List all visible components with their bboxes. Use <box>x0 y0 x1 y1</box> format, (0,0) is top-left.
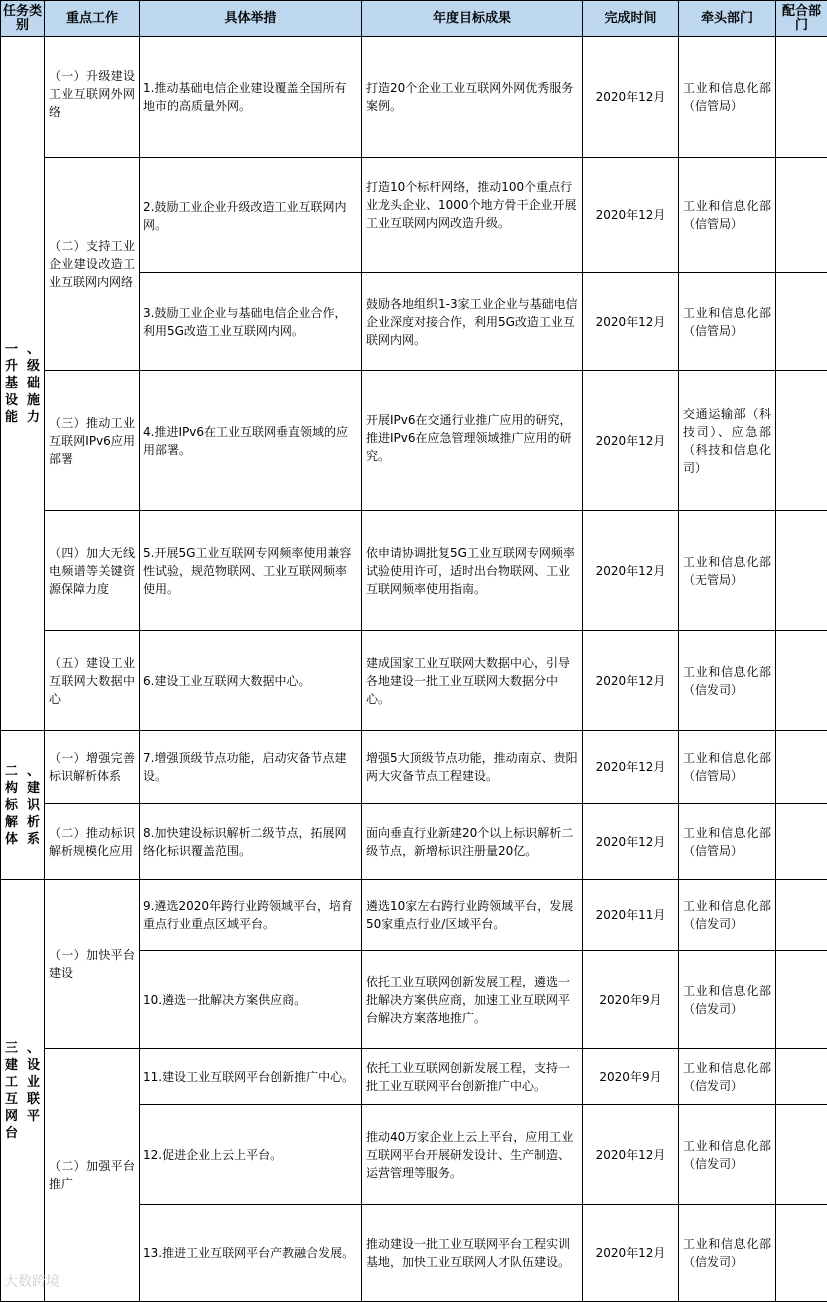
time-cell: 2020年9月 <box>583 951 679 1049</box>
assist-dept-cell <box>776 158 827 273</box>
key-work-cell: （一）加快平台建设 <box>45 880 140 1049</box>
time-cell: 2020年12月 <box>583 1205 679 1302</box>
category-cell: 一、升级基础设施能力 <box>1 37 45 731</box>
measure-cell: 11.建设工业互联网平台创新推广中心。 <box>140 1049 362 1105</box>
measure-cell: 10.遴选一批解决方案供应商。 <box>140 951 362 1049</box>
time-cell: 2020年12月 <box>583 631 679 731</box>
time-cell: 2020年11月 <box>583 880 679 951</box>
header-key-work: 重点工作 <box>45 1 140 37</box>
goal-cell: 依申请协调批复5G工业互联网专网频率试验使用许可，适时出台物联网、工业互联网频率使用指南。 <box>362 511 583 631</box>
goal-cell: 打造10个标杆网络，推动100个重点行业龙头企业、1000个地方骨干企业开展工业互联网内网改造升级。 <box>362 158 583 273</box>
lead-dept-cell: 工业和信息化部（信发司） <box>679 951 776 1049</box>
table-row <box>1 880 827 951</box>
key-work-cell: （一）增强完善标识解析体系 <box>45 731 140 804</box>
key-work-cell: （四）加大无线电频谱等关键资源保障力度 <box>45 511 140 631</box>
lead-dept-cell: 交通运输部（科技司）、应急部（科技和信息化司） <box>679 371 776 511</box>
goal-cell: 鼓励各地组织1-3家工业企业与基础电信企业深度对接合作，利用5G改造工业互联网内网。 <box>362 273 583 371</box>
measure-cell: 2.鼓励工业企业升级改造工业互联网内网。 <box>140 158 362 273</box>
goal-cell: 增强5大顶级节点功能，推动南京、贵阳两大灾备节点工程建设。 <box>362 731 583 804</box>
table-row <box>1 37 827 158</box>
time-cell: 2020年12月 <box>583 273 679 371</box>
lead-dept-cell: 工业和信息化部（信管局） <box>679 804 776 880</box>
time-cell: 2020年9月 <box>583 1049 679 1105</box>
lead-dept-cell: 工业和信息化部（信发司） <box>679 631 776 731</box>
key-work-cell: （二）加强平台推广 <box>45 1049 140 1302</box>
goal-cell: 遴选10家左右跨行业跨领域平台，发展50家重点行业/区域平台。 <box>362 880 583 951</box>
lead-dept-cell: 工业和信息化部（信发司） <box>679 1049 776 1105</box>
measure-cell: 1.推动基础电信企业建设覆盖全国所有地市的高质量外网。 <box>140 37 362 158</box>
table-row <box>1 731 827 804</box>
table-row <box>1 371 827 511</box>
assist-dept-cell <box>776 804 827 880</box>
key-work-cell: （二）支持工业企业建设改造工业互联网内网络 <box>45 158 140 371</box>
header-assist-department: 配合部门 <box>776 1 827 37</box>
measure-cell: 6.建设工业互联网大数据中心。 <box>140 631 362 731</box>
goal-cell: 依托工业互联网创新发展工程，遴选一批解决方案供应商，加速工业互联网平台解决方案落地推广。 <box>362 951 583 1049</box>
assist-dept-cell <box>776 880 827 951</box>
goal-cell: 开展IPv6在交通行业推广应用的研究，推进IPv6在应急管理领域推广应用的研究。 <box>362 371 583 511</box>
time-cell: 2020年12月 <box>583 1105 679 1205</box>
assist-dept-cell <box>776 1205 827 1302</box>
measure-cell: 12.促进企业上云上平台。 <box>140 1105 362 1205</box>
lead-dept-cell: 工业和信息化部（信发司） <box>679 880 776 951</box>
header-measures: 具体举措 <box>140 1 362 37</box>
goal-cell: 推动40万家企业上云上平台，应用工业互联网平台开展研发设计、生产制造、运营管理等服务。 <box>362 1105 583 1205</box>
measure-cell: 8.加快建设标识解析二级节点，拓展网络化标识覆盖范围。 <box>140 804 362 880</box>
time-cell: 2020年12月 <box>583 804 679 880</box>
time-cell: 2020年12月 <box>583 158 679 273</box>
goal-cell: 推动建设一批工业互联网平台工程实训基地，加快工业互联网人才队伍建设。 <box>362 1205 583 1302</box>
header-row <box>1 1 827 37</box>
assist-dept-cell <box>776 273 827 371</box>
lead-dept-cell: 工业和信息化部（信管局） <box>679 731 776 804</box>
measure-cell: 13.推进工业互联网平台产教融合发展。 <box>140 1205 362 1302</box>
category-cell: 三、建设工业互联网平台 <box>1 880 45 1302</box>
lead-dept-cell: 工业和信息化部（信发司） <box>679 1105 776 1205</box>
goal-cell: 面向垂直行业新建20个以上标识解析二级节点，新增标识注册量20亿。 <box>362 804 583 880</box>
key-work-cell: （五）建设工业互联网大数据中心 <box>45 631 140 731</box>
lead-dept-cell: 工业和信息化部（信管局） <box>679 37 776 158</box>
header-category: 任务类别 <box>1 1 45 37</box>
measure-cell: 9.遴选2020年跨行业跨领域平台，培育重点行业重点区域平台。 <box>140 880 362 951</box>
key-work-cell: （一）升级建设工业互联网外网络 <box>45 37 140 158</box>
measure-cell: 5.开展5G工业互联网专网频率使用兼容性试验，规范物联网、工业互联网频率使用。 <box>140 511 362 631</box>
assist-dept-cell <box>776 37 827 158</box>
goal-cell: 依托工业互联网创新发展工程，支持一批工业互联网平台创新推广中心。 <box>362 1049 583 1105</box>
assist-dept-cell <box>776 731 827 804</box>
table-row <box>1 158 827 273</box>
key-work-cell: （二）推动标识解析规模化应用 <box>45 804 140 880</box>
header-annual-goal: 年度目标成果 <box>362 1 583 37</box>
table-row <box>1 631 827 731</box>
time-cell: 2020年12月 <box>583 371 679 511</box>
table-row <box>1 804 827 880</box>
assist-dept-cell <box>776 511 827 631</box>
table-row <box>1 1049 827 1105</box>
measure-cell: 7.增强顶级节点功能，启动灾备节点建设。 <box>140 731 362 804</box>
header-completion-time: 完成时间 <box>583 1 679 37</box>
time-cell: 2020年12月 <box>583 37 679 158</box>
time-cell: 2020年12月 <box>583 731 679 804</box>
goal-cell: 打造20个企业工业互联网外网优秀服务案例。 <box>362 37 583 158</box>
lead-dept-cell: 工业和信息化部（信管局） <box>679 158 776 273</box>
lead-dept-cell: 工业和信息化部（信管局） <box>679 273 776 371</box>
lead-dept-cell: 工业和信息化部（信发司） <box>679 1205 776 1302</box>
measure-cell: 3.鼓励工业企业与基础电信企业合作，利用5G改造工业互联网内网。 <box>140 273 362 371</box>
assist-dept-cell <box>776 1105 827 1205</box>
lead-dept-cell: 工业和信息化部（无管局） <box>679 511 776 631</box>
measure-cell: 4.推进IPv6在工业互联网垂直领域的应用部署。 <box>140 371 362 511</box>
category-cell: 二、构建标识解析体系 <box>1 731 45 880</box>
goal-cell: 建成国家工业互联网大数据中心，引导各地建设一批工业互联网大数据分中心。 <box>362 631 583 731</box>
table-row <box>1 511 827 631</box>
assist-dept-cell <box>776 1049 827 1105</box>
key-work-cell: （三）推动工业互联网IPv6应用部署 <box>45 371 140 511</box>
assist-dept-cell <box>776 631 827 731</box>
time-cell: 2020年12月 <box>583 511 679 631</box>
header-lead-department: 牵头部门 <box>679 1 776 37</box>
assist-dept-cell <box>776 951 827 1049</box>
watermark: 大数跨境 <box>4 1271 60 1291</box>
assist-dept-cell <box>776 371 827 511</box>
